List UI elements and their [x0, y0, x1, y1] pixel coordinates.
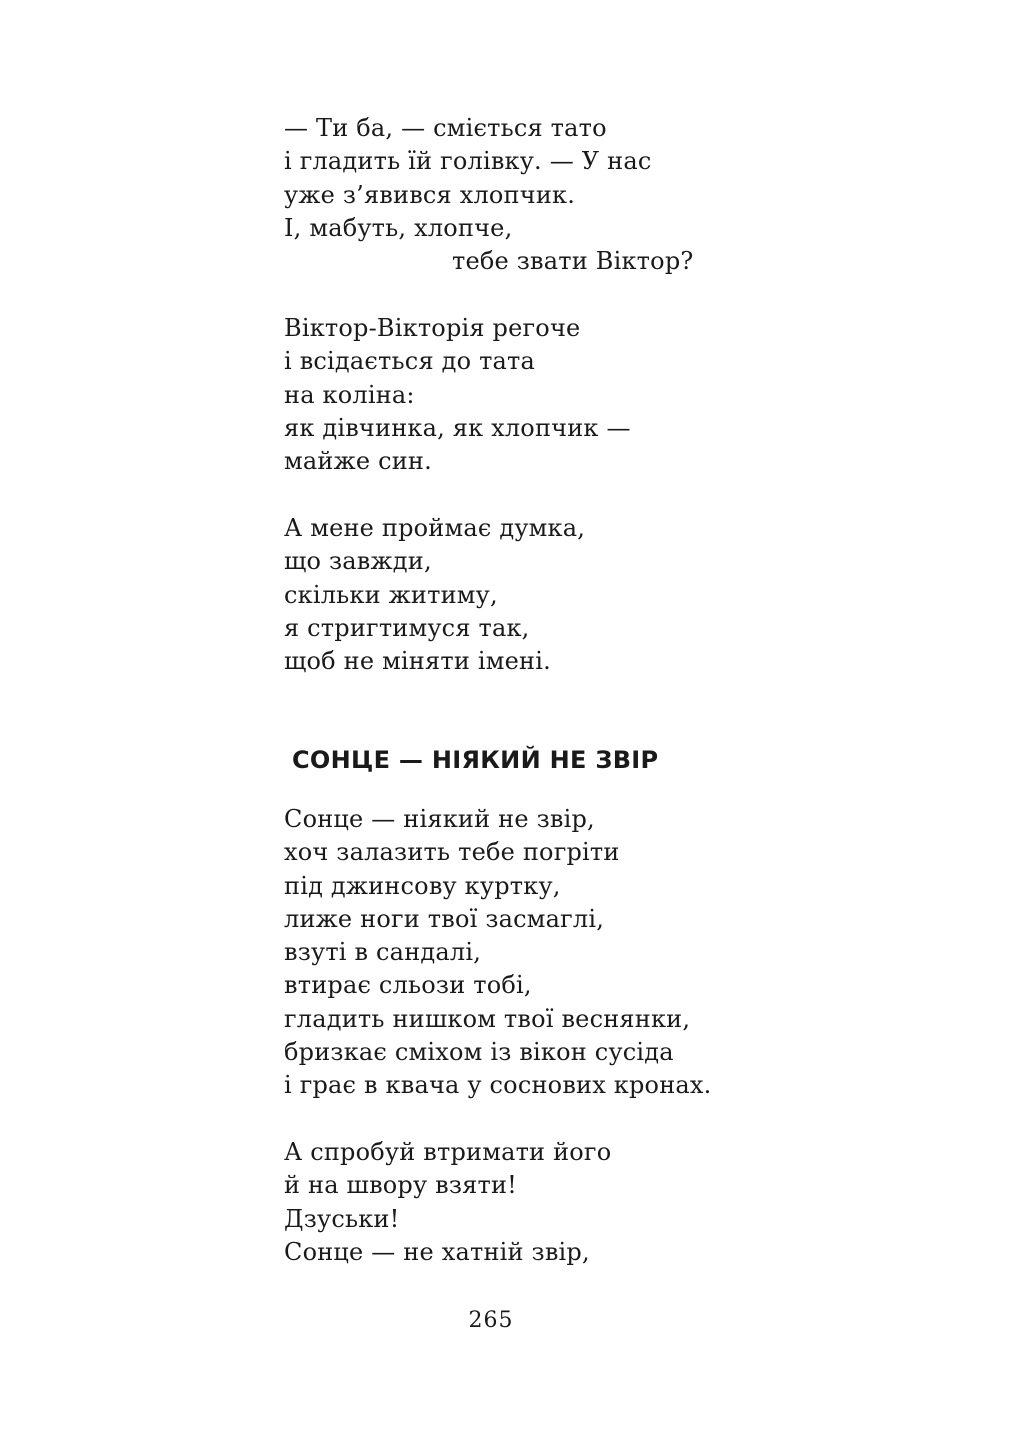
verse-line: як дівчинка, як хлопчик —	[284, 413, 631, 442]
verse-line: Віктор-Вікторія регоче	[284, 313, 581, 342]
verse-line: Сонце — ніякий не звір,	[284, 805, 595, 833]
verse-line: — Ти ба, — сміється тато	[284, 114, 607, 142]
verse-line: взуті в сандалі,	[284, 938, 482, 967]
verse-line: хоч залазить тебе погріти	[284, 838, 620, 867]
verse-line: Сонце — не хатній звір,	[284, 1238, 590, 1267]
stanza-2	[284, 312, 764, 478]
verse-line: Дзуськи!	[284, 1204, 400, 1233]
verse-line-indented: тебе звати Віктор?	[452, 247, 694, 276]
stanza-gap	[284, 278, 764, 312]
verse-line: на коліна:	[284, 380, 415, 409]
page-number: 265	[468, 1308, 514, 1333]
verse-line: і всідається до тата	[284, 347, 536, 376]
stanza-gap	[284, 478, 764, 512]
verse-line: під джинсову куртку,	[284, 871, 561, 900]
verse-line: гладить нишком твої веснянки,	[284, 1004, 691, 1033]
verse-line: скільки житиму,	[284, 580, 498, 609]
verse-line: майже син.	[284, 447, 432, 476]
verse-line: А спробуй втримати його	[284, 1138, 612, 1167]
verse-line: лиже ноги твої засмаглі,	[284, 904, 605, 933]
stanza-2	[284, 1136, 764, 1269]
stanza-1	[284, 803, 764, 1103]
verse-line: і гладить їй голівку. — У нас	[284, 147, 652, 176]
verse-line: щоб не міняти імені.	[284, 647, 551, 676]
verse-line: уже з’явився хлопчик.	[284, 180, 576, 209]
verse-line: й на швору взяти!	[284, 1171, 518, 1200]
stanza-3	[284, 512, 764, 678]
verse-line: втирає сльози тобі,	[284, 971, 532, 1000]
verse-line: я стригтимуся так,	[284, 613, 530, 642]
poem-title: СОНЦЕ — НІЯКИЙ НЕ ЗВІР	[292, 746, 659, 774]
verse-line: І, мабуть, хлопче,	[284, 213, 513, 242]
verse-line: бризкає сміхом із вікон сусіда	[284, 1038, 674, 1067]
poem-body	[284, 803, 764, 1269]
poem-continuation	[284, 112, 764, 678]
verse-line: А мене проймає думка,	[284, 513, 586, 542]
verse-line: що завжди,	[284, 547, 432, 576]
stanza-gap	[284, 1103, 764, 1137]
stanza-1	[284, 112, 764, 278]
verse-line: і грає в квача у соснових кронах.	[284, 1071, 712, 1100]
